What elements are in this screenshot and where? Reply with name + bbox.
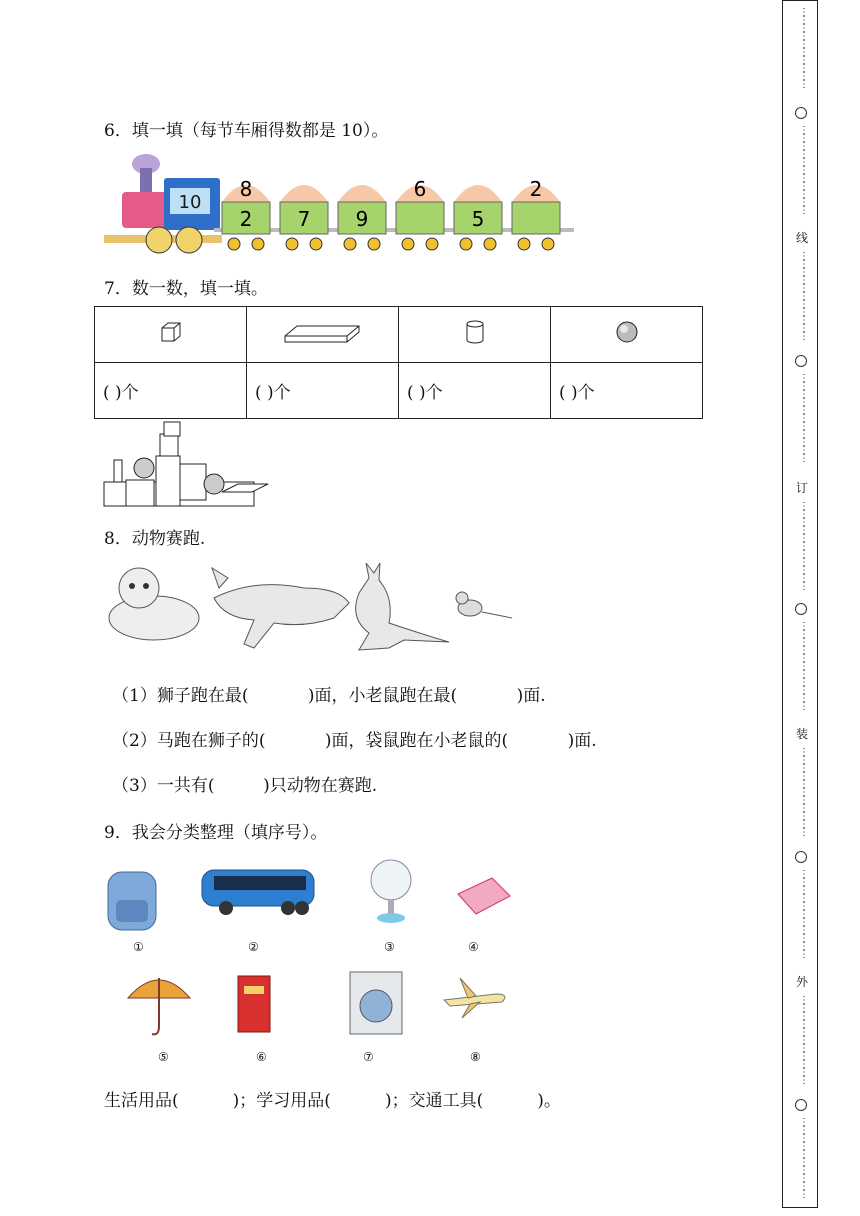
cuboid-cell xyxy=(247,307,399,363)
binding-circle xyxy=(795,355,807,367)
car-5-bottom: 5 xyxy=(471,207,485,231)
cylinder-icon xyxy=(463,319,487,345)
binding-circle xyxy=(795,603,807,615)
label-5: ⑤ xyxy=(158,1050,169,1064)
sphere-icon xyxy=(614,319,640,345)
mouse-icon xyxy=(456,592,512,618)
q8-title: 8．动物赛跑. xyxy=(104,529,206,549)
q8-line2: （2）马跑在狮子的( )面，袋鼠跑在小老鼠的( )面. xyxy=(112,731,597,751)
solids-illustration xyxy=(102,420,272,512)
binding-circle xyxy=(795,107,807,119)
q8-line3: （3）一共有( )只动物在赛跑. xyxy=(112,776,378,796)
sphere-cell xyxy=(551,307,703,363)
label-3: ③ xyxy=(384,940,395,954)
train-car-2 xyxy=(280,185,328,250)
washing-machine-icon xyxy=(346,968,406,1038)
horse-icon xyxy=(212,568,349,648)
binding-circle xyxy=(795,851,807,863)
car-1-bottom: 2 xyxy=(239,207,253,231)
q7-title: 7．数一数，填一填。 xyxy=(104,279,268,299)
train-car-6 xyxy=(512,177,560,250)
pencil-case-icon xyxy=(454,872,514,922)
count-table xyxy=(94,306,703,419)
label-7: ⑦ xyxy=(363,1050,374,1064)
kangaroo-icon xyxy=(356,563,449,650)
lion-icon xyxy=(109,568,199,640)
backpack-icon xyxy=(102,864,162,934)
car-2-bottom: 7 xyxy=(297,207,311,231)
binding-margin: ⋮ ⋮ ⋮ ⋮ ⋮ ⋮ ⋮ ⋮ ⋮ ⋮ ⋮ ⋮ ⋮ ⋮ ⋮ ⋮ ⋮ ⋮ ⋮ ⋮ ⋮ 线 ⋮ ⋮ ⋮ ⋮ ⋮ ⋮ ⋮ ⋮ ⋮ ⋮ ⋮ ⋮ ⋮ ⋮ ⋮ ⋮ ⋮ ⋮ ⋮ ⋮ ⋮ ⋮ 订 ⋮ ⋮ ⋮ ⋮ ⋮ ⋮ ⋮ ⋮ ⋮ ⋮ ⋮ ⋮ ⋮ ⋮ ⋮ ⋮ ⋮ ⋮ ⋮ ⋮ ⋮ ⋮ 装 ⋮ ⋮ ⋮ ⋮ ⋮ ⋮ ⋮ ⋮ ⋮ ⋮ ⋮ ⋮ ⋮ ⋮ ⋮ ⋮ ⋮ ⋮ ⋮ ⋮ ⋮ ⋮ 外 ⋮ ⋮ ⋮ ⋮ ⋮ ⋮ ⋮ ⋮ ⋮ ⋮ ⋮ ⋮ ⋮ ⋮ ⋮ ⋮ ⋮ ⋮ ⋮ ⋮ ⋮ xyxy=(782,0,818,1208)
q9-title: 9．我会分类整理（填序号）。 xyxy=(104,823,328,843)
car-4-top: 6 xyxy=(413,177,427,201)
dotted-line: ⋮ ⋮ ⋮ ⋮ ⋮ ⋮ ⋮ ⋮ ⋮ ⋮ xyxy=(799,7,809,90)
bus-icon xyxy=(200,866,318,918)
label-8: ⑧ xyxy=(470,1050,481,1064)
airplane-icon xyxy=(440,972,512,1020)
q9-answer-line: 生活用品( )；学习用品( )；交通工具( )。 xyxy=(104,1091,561,1111)
dictionary-icon xyxy=(236,972,272,1034)
margin-char-zhuang: 装 xyxy=(795,727,808,741)
umbrella-icon xyxy=(124,966,194,1042)
train-illustration xyxy=(104,150,574,260)
cuboid-count-answer[interactable]: ( )个 xyxy=(255,383,291,403)
margin-char-xian: 线 xyxy=(795,231,808,245)
cuboid-icon xyxy=(283,320,363,344)
label-4: ④ xyxy=(468,940,479,954)
train-car-3 xyxy=(338,185,386,250)
engine-number: 10 xyxy=(178,192,202,213)
cube-count-answer[interactable]: ( )个 xyxy=(103,383,139,403)
margin-char-wai: 外 xyxy=(795,975,808,989)
animals-race-illustration xyxy=(104,558,524,666)
cylinder-count-answer[interactable]: ( )个 xyxy=(407,383,443,403)
train-car-4 xyxy=(396,177,444,250)
fan-icon xyxy=(364,856,418,926)
car-6-top: 2 xyxy=(529,177,543,201)
cylinder-cell xyxy=(399,307,551,363)
label-6: ⑥ xyxy=(256,1050,267,1064)
train-car-1 xyxy=(222,177,270,250)
cube-icon xyxy=(158,320,184,344)
label-1: ① xyxy=(133,940,144,954)
train-car-5 xyxy=(454,185,502,250)
q6-title: 6．填一填（每节车厢得数都是 10）。 xyxy=(104,121,389,141)
binding-circle xyxy=(795,1099,807,1111)
car-3-bottom: 9 xyxy=(355,207,369,231)
label-2: ② xyxy=(248,940,259,954)
cube-cell xyxy=(95,307,247,363)
margin-char-ding: 订 xyxy=(795,481,808,495)
sphere-count-answer[interactable]: ( )个 xyxy=(559,383,595,403)
q8-line1: （1）狮子跑在最( )面，小老鼠跑在最( )面. xyxy=(112,686,546,706)
car-1-top: 8 xyxy=(239,177,253,201)
